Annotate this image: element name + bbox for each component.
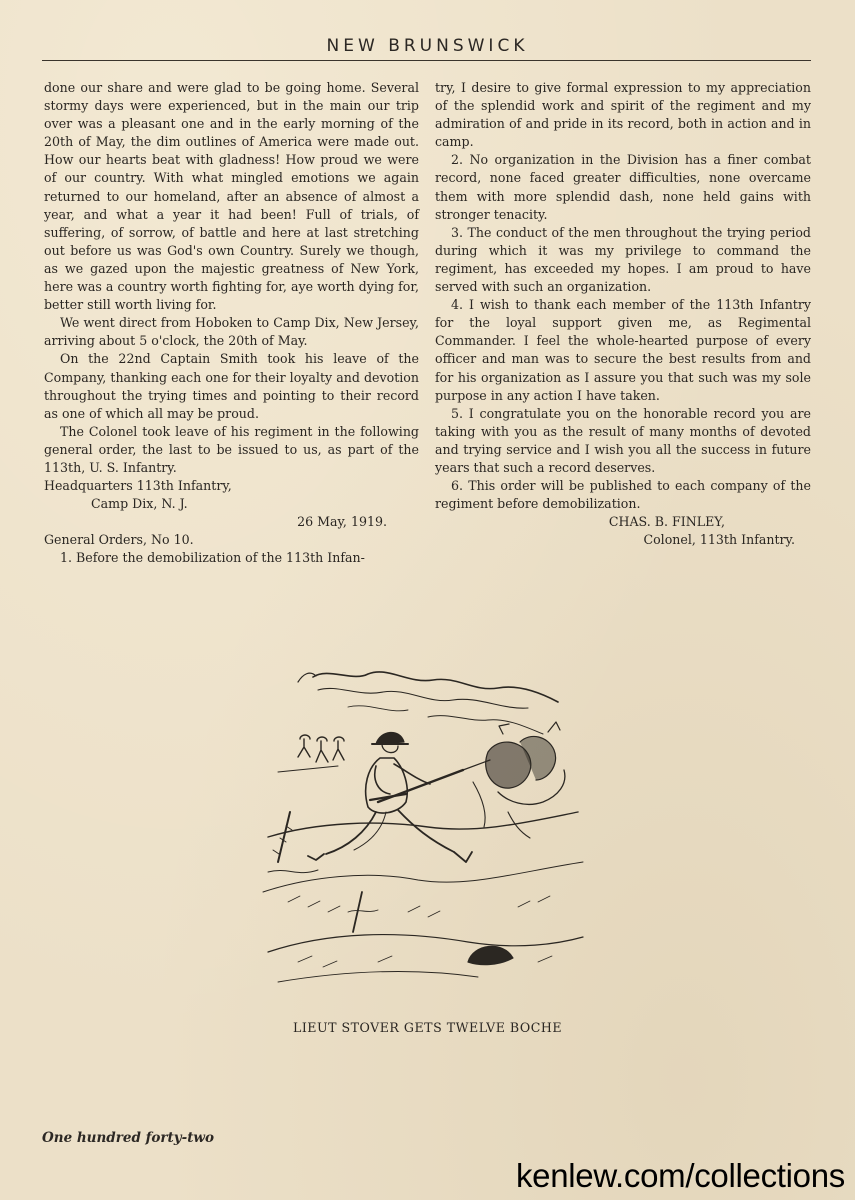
signature-title: Colonel, 113th Infantry.: [643, 532, 795, 548]
illustration-caption: LIEUT STOVER GETS TWELVE BOCHE: [292, 1020, 563, 1035]
left-paragraph-3: On the 22nd Captain Smith took his leave of the Company, thanking each one for their loyalty and devotion throughout the trying times and pointing to their record as one of which all may be proud.: [44, 351, 419, 421]
general-orders-line: General Orders, No 10.: [44, 532, 194, 548]
signature-name: CHAS. B. FINLEY,: [608, 514, 725, 530]
left-column: [44, 79, 419, 568]
order-item-6: 6. This order will be published to each company of the regiment before demobilization.: [435, 478, 811, 512]
left-paragraph-2: We went direct from Hoboken to Camp Dix, New Jersey, arriving about 5 o'clock, the 20th of May.: [44, 315, 419, 349]
right-column: [435, 79, 811, 549]
camp-line: Camp Dix, N. J.: [91, 496, 188, 512]
headquarters-line: Headquarters 113th Infantry,: [44, 478, 232, 494]
running-header: NEW BRUNSWICK: [326, 36, 529, 56]
left-paragraph-1: done our share and were glad to be going home. Several stormy days were experienced, but in the main our trip over was a pleasant one and in the early morning of the 20th of May, the dim outlines of America were made out. How our hearts beat with gladness! How proud we were of our country. With what mingled emotions we again returned to our homeland, after an absence of almost a year, and what a year it had been! Full of trials, of suffering, of sorrow, of battle and here at last stretching out before us was God's own Country. Surely we though, as we gazed upon the majestic greatness of New York, here was a country worth fighting for, aye worth dying for, better still worth living for.: [44, 80, 419, 313]
order-date: 26 May, 1919.: [297, 514, 387, 530]
left-paragraph-4: The Colonel took leave of his regiment in the following general order, the last to be issued to us, as part of the 113th, U. S. Infantry.: [44, 423, 419, 475]
page-number-label: One hundred forty-two: [42, 1130, 215, 1146]
collection-watermark: kenlew.com/collections: [515, 1157, 845, 1194]
order-item-3: 3. The conduct of the men throughout the trying period during which it was my privilege to command the regiment, has exceeded my hopes. I am proud to have served with such an organization.: [435, 224, 811, 295]
battle-illustration: [258, 662, 588, 1007]
order-item-1-cont: try, I desire to give formal expression to my appreciation of the splendid work and spirit of the regiment and my admiration of and pride in its record, both in action and in camp.: [435, 80, 811, 150]
order-item-5: 5. I congratulate you on the honorable record you are taking with you as the result of many months of devoted and trying service and I wish you all the success in future years that such a record deserves.: [435, 405, 811, 475]
order-item-4: 4. I wish to thank each member of the 113th Infantry for the loyal support given me, as Regimental Commander. I feel the whole-hearted purpose of every officer and man was to secure the best results from and for his organization as I assure you that such was my sole purpose in any action I have taken.: [435, 297, 811, 403]
order-item-2: 2. No organization in the Division has a finer combat record, none faced greater difficulties, none overcame them with more splendid dash, none held gains with stronger tenacity.: [435, 152, 811, 222]
header-rule: [42, 60, 811, 61]
order-item-1-start: 1. Before the demobilization of the 113th Infan-: [60, 550, 365, 566]
